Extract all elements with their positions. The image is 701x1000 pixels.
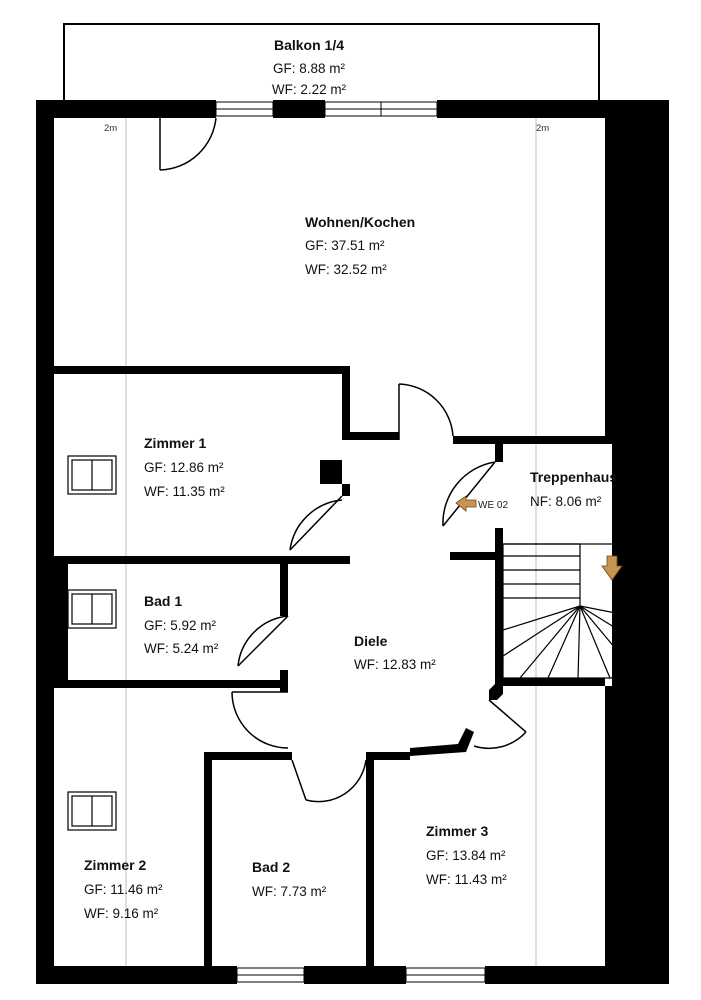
zimmer2-gf: GF: 11.46 m² bbox=[84, 882, 163, 897]
outer-walls bbox=[36, 100, 669, 984]
balkon-name: Balkon 1/4 bbox=[273, 37, 345, 53]
wohnen-name: Wohnen/Kochen bbox=[305, 214, 416, 230]
bad1-gf: GF: 5.92 m² bbox=[144, 618, 217, 633]
balkon-wf: WF: 2.22 m² bbox=[271, 82, 347, 97]
zimmer1-gf: GF: 12.86 m² bbox=[144, 460, 224, 475]
bad1-wf: WF: 5.24 m² bbox=[144, 641, 219, 656]
diele-wf: WF: 12.83 m² bbox=[354, 657, 436, 672]
zimmer2-name: Zimmer 2 bbox=[84, 857, 147, 873]
diele-name: Diele bbox=[354, 633, 388, 649]
zimmer1-wf: WF: 11.35 m² bbox=[144, 484, 225, 499]
zimmer3-gf: GF: 13.84 m² bbox=[426, 848, 506, 863]
zimmer3-name: Zimmer 3 bbox=[426, 823, 489, 839]
wohnen-wf: WF: 32.52 m² bbox=[305, 262, 387, 277]
zimmer1-name: Zimmer 1 bbox=[144, 435, 207, 451]
skylight-icon bbox=[68, 792, 116, 830]
skylight-icon bbox=[68, 590, 116, 628]
zimmer3-wf: WF: 11.43 m² bbox=[426, 872, 507, 887]
balkon-gf: GF: 8.88 m² bbox=[272, 61, 346, 76]
bad1-name: Bad 1 bbox=[144, 593, 183, 609]
interior-walls bbox=[54, 366, 605, 966]
height-marker-left: 2m bbox=[104, 123, 118, 134]
skylight-icon bbox=[68, 456, 116, 494]
bad2-wf: WF: 7.73 m² bbox=[252, 884, 327, 899]
entrance-label: WE 02 bbox=[478, 500, 509, 511]
height-marker-right: 2m bbox=[536, 123, 550, 134]
treppenhaus-nf: NF: 8.06 m² bbox=[530, 494, 602, 509]
bad2-name: Bad 2 bbox=[252, 859, 291, 875]
entrance-arrow-icon bbox=[456, 496, 476, 511]
treppenhaus-name: Treppenhaus bbox=[530, 469, 618, 485]
wohnen-gf: GF: 37.51 m² bbox=[305, 238, 385, 253]
zimmer2-wf: WF: 9.16 m² bbox=[84, 906, 159, 921]
